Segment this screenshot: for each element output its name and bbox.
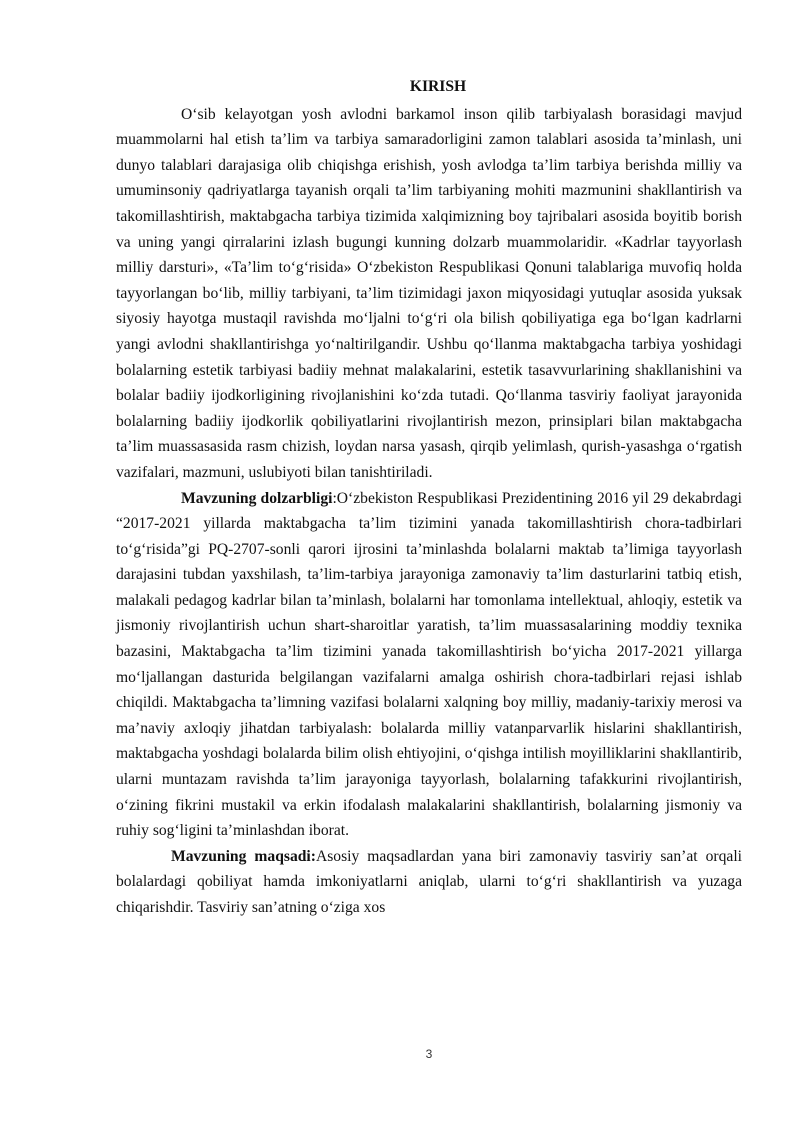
paragraph-introduction	[116, 102, 742, 486]
document-body	[116, 74, 742, 921]
paragraph-text: Asosiy maqsadlardan yana biri zamonaviy tasviriy san’at orqali bolalardagi qobiliyat hamda imkoniyatlarni aniqlab, ularni to‘g‘ri shakllantirish va yuzaga chiqarishdir. Tasviriy san’atning o‘ziga xos	[116, 847, 742, 916]
page-number: 3	[425, 1047, 433, 1061]
paragraph-lead: Mavzuning dolzarbligi	[181, 489, 333, 507]
paragraph-goal	[116, 844, 742, 921]
paragraph-text: O‘sib kelayotgan yosh avlodni barkamol inson qilib tarbiyalash borasidagi mavjud muammolarni hal etish ta’lim va tarbiya samaradorligini zamon talablari asosida ta’minlash, uni dunyo talablari darajasiga olib chiqishga erishish, yosh avlodga ta’lim tarbiya berishda milliy va umuminsoniy qadriyatlarga tayanish orqali ta’lim tarbiyaning mohiti mazmunini shakllantirish va takomillashtirish, maktabgacha tarbiya tizimida xalqimizning boy tajribalari asosida boyitib borish va uning yangi qirralarini izlash bugungi kunning dolzarb muammolaridir. «Kadrlar tayyorlash milliy darsturi», «Ta’lim to‘g‘risida» O‘zbekiston Respublikasi Qonuni talablariga muvofiq holda tayyorlangan bo‘lib, milliy tarbiyani, ta’lim tizimidagi jaxon miqyosidagi yutuqlar asosida yuksak siyosiy hayotga mustaqil ravishda mo‘ljalni to‘g‘ri ola bilish qobiliyatiga ega bo‘lgan kadrlarni yangi avlodni shakllantirishga yo‘naltirilgandir. Ushbu qo‘llanma maktabgacha tarbiya yoshidagi bolalarning estetik tarbiyasi badiiy mehnat malakalarini, estetik tasavvurlarining shakllanishini va bolalar badiiy ijodkorligining rivojlanishini ko‘zda tutadi. Qo‘llanma tasviriy faoliyat jarayonida bolalarning badiiy ijodkorlik qobiliyatlarini rivojlantirish mezon, prinsiplari bilan maktabgacha ta’lim muassasasida rasm chizish, loydan narsa yasash, qirqib yelimlash, qurish-yasashga o‘rgatish vazifalari, mazmuni, uslubiyoti bilan tanishtiriladi.	[116, 105, 742, 481]
paragraph-relevance	[116, 486, 742, 844]
paragraph-text: :O‘zbekiston Respublikasi Prezidentining 2016 yil 29 dekabrdagi “2017-2021 yillarda maktabgacha ta’lim tizimini yanada takomillashtirish chora-tadbirlari to‘g‘risida”gi PQ-2707-sonli qarori ijrosini ta’minlashda bolalarni maktab ta’limiga tayyorlash darajasini tubdan yaxshilash, ta’lim-tarbiya jarayoniga zamonaviy ta’lim dasturlarini tatbiq etish, malakali pedagog kadrlar bilan ta’minlash, bolalarni har tomonlama intellektual, ahloqiy, estetik va jismoniy rivojlantirish uchun shart-sharoitlar yaratish, ta’lim muassasalarining moddiy texnika bazasini, Maktabgacha ta’lim tizimini yanada takomillashtirish bo‘yicha 2017-2021 yillarga mo‘ljallangan dasturida belgilangan vazifalarni amalga oshirish chora-tadbirlari rejasi ishlab chiqildi. Maktabgacha ta’limning vazifasi bolalarni xalqning boy milliy, madaniy-tarixiy merosi va ma’naviy axloqiy jihatdan tarbiyalash: bolalarda milliy vatanparvarlik hislarini shakllantirish, maktabgacha yoshdagi bolalarda bilim olish ehtiyojini, o‘qishga intilish moyilliklarini shakllantirib, ularni muntazam ravishda ta’lim jarayoniga tayyorlash, bolalarning tafakkurini rivojlantirish, o‘zining fikrini mustakil va erkin ifodalash malakalarini shakllantirish, bolalarning jismoniy va ruhiy sog‘ligini ta’minlashdan iborat.	[116, 489, 742, 840]
section-title: KIRISH	[409, 78, 467, 95]
paragraph-lead: Mavzuning maqsadi:	[171, 847, 316, 865]
